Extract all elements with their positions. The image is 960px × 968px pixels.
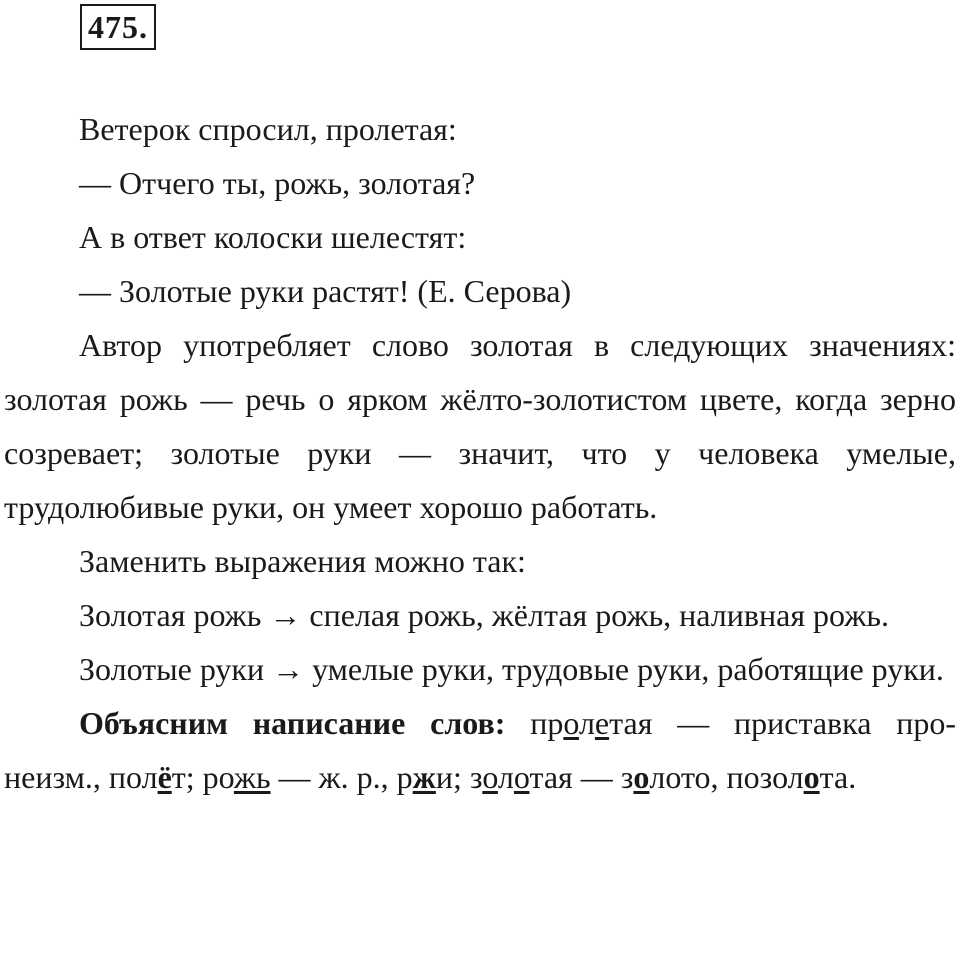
- underlined-letter: е: [594, 705, 610, 741]
- text-fragment: и; з: [435, 759, 483, 795]
- author-paragraph: Автор употребляет слово золотая в следующих значениях: золотая рожь — речь о ярком жёлто-золотистом цвете, когда зерно созревает; золотые руки — значит, что у человека умелые, трудолюбивые руки, он умеет хорошо работать.: [4, 327, 956, 525]
- text-fragment: тая — з: [529, 759, 634, 795]
- underlined-letter: о: [563, 705, 579, 741]
- bold-underlined-letter: о: [803, 759, 820, 795]
- poem-line-4: — Золотые руки растят! (Е. Серова): [79, 273, 572, 309]
- poem-line-3: А в ответ колоски шелестят:: [79, 219, 467, 255]
- text-fragment: л: [578, 705, 595, 741]
- replace-intro: Заменить выражения можно так:: [79, 543, 526, 579]
- text-fragment: лото, позол: [649, 759, 804, 795]
- poem-line-2: — Отчего ты, рожь, золотая?: [79, 165, 476, 201]
- text-fragment: та.: [819, 759, 857, 795]
- underlined-letter: о: [482, 759, 498, 795]
- poem-line-1: Ветерок спросил, пролетая:: [79, 111, 457, 147]
- text-fragment: л: [497, 759, 514, 795]
- text-fragment: — ж. р., р: [270, 759, 413, 795]
- task-number-box: 475.: [80, 4, 156, 50]
- document-text: [4, 102, 956, 804]
- bold-underlined-letter: ё: [157, 759, 172, 795]
- text-fragment: тая — приставка про- неизм., пол: [4, 705, 957, 795]
- bold-underlined-letter: ж: [412, 759, 436, 795]
- underlined-letter: жь: [233, 759, 271, 795]
- text-fragment: пр: [505, 705, 564, 741]
- explanation-heading: Объясним написание слов:: [79, 705, 506, 741]
- hands-replacements: Золотые руки → умелые руки, трудовые руки, работящие руки.: [79, 651, 944, 687]
- explanation-paragraph: [4, 696, 956, 804]
- text-fragment: т; ро: [171, 759, 234, 795]
- bold-underlined-letter: о: [633, 759, 650, 795]
- rye-replacements: Золотая рожь → спелая рожь, жёлтая рожь, наливная рожь.: [79, 597, 889, 633]
- underlined-letter: о: [513, 759, 530, 795]
